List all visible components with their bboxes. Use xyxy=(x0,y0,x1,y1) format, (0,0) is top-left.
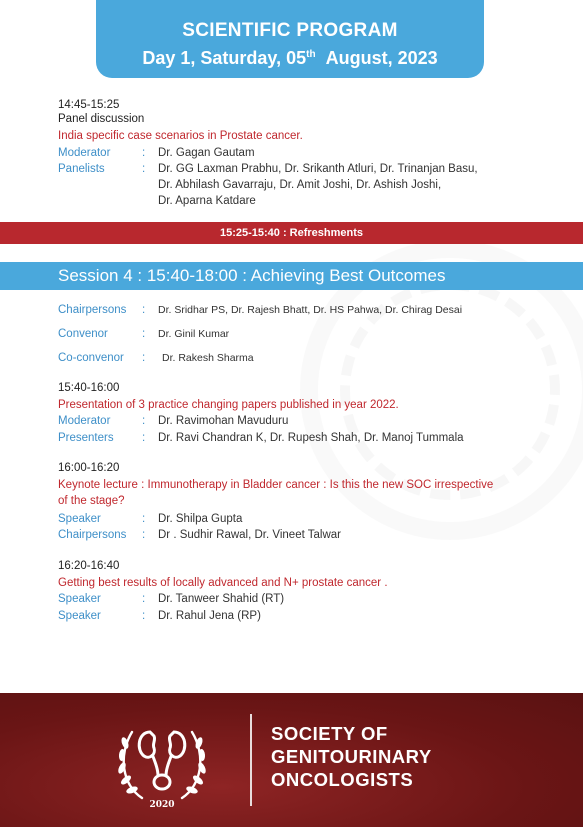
talk1-presenters: Dr. Ravi Chandran K, Dr. Rupesh Shah, Dr. Manoj Tummala xyxy=(158,432,464,444)
colon: : xyxy=(142,415,146,427)
talk1-presenters-label: Presenters xyxy=(58,432,114,444)
session-convenor-label: Convenor xyxy=(58,328,108,340)
panel-panelists-line2: Dr. Abhilash Gavarraju, Dr. Amit Joshi, Dr. Ashish Joshi, xyxy=(158,179,442,191)
session-coconvenor: Dr. Rakesh Sharma xyxy=(162,352,254,364)
talk2-time: 16:00-16:20 xyxy=(58,462,120,474)
talk1-moderator: Dr. Ravimohan Mavuduru xyxy=(158,415,289,427)
logo-year: 2020 xyxy=(149,800,175,810)
panel-moderator-label: Moderator xyxy=(58,147,111,159)
session-coconvenor-label: Co-convenor xyxy=(58,352,124,364)
program-header xyxy=(96,0,484,78)
colon: : xyxy=(142,328,146,340)
panel-moderator: Dr. Gagan Gautam xyxy=(158,147,255,159)
talk2-topic-line2: of the stage? xyxy=(58,495,125,507)
talk2-speaker: Dr. Shilpa Gupta xyxy=(158,513,243,525)
talk2-topic-line1: Keynote lecture : Immunotherapy in Bladder cancer : Is this the new SOC irrespective xyxy=(58,479,494,491)
society-logo-icon xyxy=(112,710,212,810)
refreshments-bar: 15:25-15:40 : Refreshments xyxy=(0,222,583,244)
colon: : xyxy=(142,304,146,316)
talk3-time: 16:20-16:40 xyxy=(58,560,120,572)
panel-panelists-line1: Dr. GG Laxman Prabhu, Dr. Srikanth Atluri, Dr. Trinanjan Basu, xyxy=(158,163,478,175)
org-name-line3: ONCOLOGISTS xyxy=(271,769,414,790)
colon: : xyxy=(142,147,146,159)
session-title-bar: Session 4 : 15:40-18:00 : Achieving Best Outcomes xyxy=(0,262,583,290)
colon: : xyxy=(142,163,146,175)
talk3-speaker1-label: Speaker xyxy=(58,593,101,605)
panel-time: 14:45-15:25 xyxy=(58,99,120,111)
talk3-speaker1: Dr. Tanweer Shahid (RT) xyxy=(158,593,285,605)
program-date: Day 1, Saturday, 05th August, 2023 xyxy=(142,48,438,68)
colon: : xyxy=(142,593,146,605)
panel-topic: India specific case scenarios in Prostate cancer. xyxy=(58,130,303,142)
org-name-line2: GENITOURINARY xyxy=(271,746,432,767)
talk2-chair: Dr . Sudhir Rawal, Dr. Vineet Talwar xyxy=(158,529,342,541)
panel-panelists-label: Panelists xyxy=(58,163,105,175)
panel-panelists-line3: Dr. Aparna Katdare xyxy=(158,195,256,207)
session-chair: Dr. Sridhar PS, Dr. Rajesh Bhatt, Dr. HS Pahwa, Dr. Chirag Desai xyxy=(158,304,463,316)
session-chair-label: Chairpersons xyxy=(58,304,127,316)
colon: : xyxy=(142,352,146,364)
talk1-topic: Presentation of 3 practice changing papers published in year 2022. xyxy=(58,399,399,411)
talk1-time: 15:40-16:00 xyxy=(58,382,120,394)
colon: : xyxy=(142,432,146,444)
talk3-speaker2: Dr. Rahul Jena (RP) xyxy=(158,610,261,622)
talk3-speaker2-label: Speaker xyxy=(58,610,101,622)
footer-divider xyxy=(250,714,252,806)
colon: : xyxy=(142,529,146,541)
colon: : xyxy=(142,610,146,622)
panel-type: Panel discussion xyxy=(58,113,145,125)
org-name-line1: SOCIETY OF xyxy=(271,723,388,744)
program-title: SCIENTIFIC PROGRAM xyxy=(182,20,398,41)
talk2-chair-label: Chairpersons xyxy=(58,529,127,541)
colon: : xyxy=(142,513,146,525)
talk2-speaker-label: Speaker xyxy=(58,513,101,525)
session-convenor: Dr. Ginil Kumar xyxy=(158,328,230,340)
talk3-topic: Getting best results of locally advanced and N+ prostate cancer . xyxy=(58,577,388,589)
talk1-moderator-label: Moderator xyxy=(58,415,111,427)
